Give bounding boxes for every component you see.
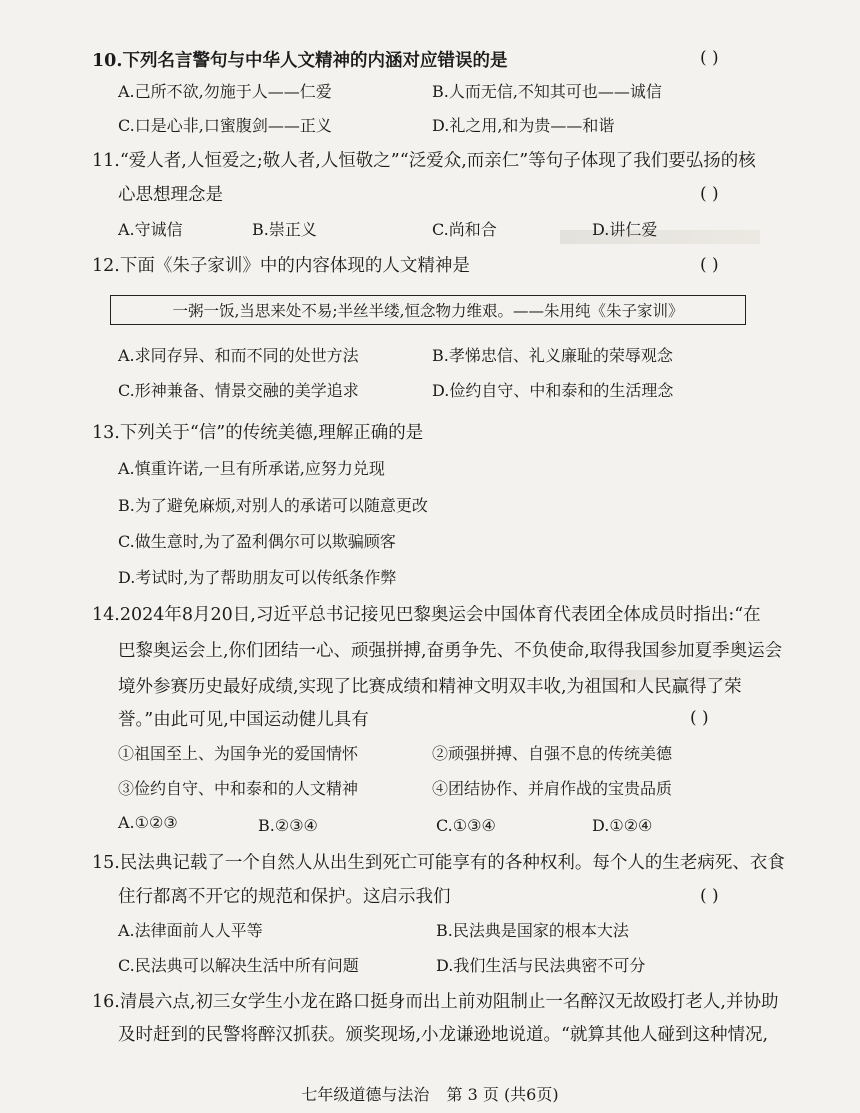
q13-option-b: B.为了避免麻烦,对别人的承诺可以随意更改 bbox=[118, 496, 428, 515]
q14-stem-line4: 誉。”由此可见,中国运动健儿具有 bbox=[118, 710, 369, 730]
q11-option-a: A.守诚信 bbox=[118, 220, 183, 239]
q11-option-b: B.崇正义 bbox=[252, 220, 317, 239]
q15-option-d: D.我们生活与民法典密不可分 bbox=[436, 956, 646, 975]
q15-option-c: C.民法典可以解决生活中所有问题 bbox=[118, 956, 359, 975]
footer-page-number: 第 3 页 (共6页) bbox=[446, 1085, 559, 1104]
q12-quote-box bbox=[110, 295, 746, 325]
q15-option-a: A.法律面前人人平等 bbox=[118, 921, 263, 940]
q11-stem-line1: 11.“爱人者,人恒爱之;敬人者,人恒敬之”“泛爱众,而亲仁”等句子体现了我们要弘扬的核 bbox=[92, 151, 756, 171]
q16-stem-line2: 及时赶到的民警将醉汉抓获。颁奖现场,小龙谦逊地说道。“就算其他人碰到这种情况, bbox=[118, 1025, 769, 1045]
q12-answer-paren: ( ) bbox=[700, 255, 719, 275]
q12-option-a: A.求同存异、和而不同的处世方法 bbox=[118, 346, 359, 365]
q13-stem: 13.下列关于“信”的传统美德,理解正确的是 bbox=[92, 423, 424, 443]
q14-option-b: B.②③④ bbox=[258, 816, 318, 835]
bleed-through-decoration bbox=[560, 230, 760, 244]
q10-option-d: D.礼之用,和为贵——和谐 bbox=[432, 116, 615, 135]
q14-item-1: ①祖国至上、为国争光的爱国情怀 bbox=[118, 744, 359, 763]
q10-answer-paren: ( ) bbox=[700, 48, 719, 68]
q14-stem-line1: 14.2024年8月20日,习近平总书记接见巴黎奥运会中国体育代表团全体成员时指出:“在 bbox=[92, 605, 761, 625]
q12-option-c: C.形神兼备、情景交融的美学追求 bbox=[118, 381, 359, 400]
footer-subject: 七年级道德与法治 bbox=[301, 1085, 430, 1104]
q15-stem-line1: 15.民法典记载了一个自然人从出生到死亡可能享有的各种权利。每个人的生老病死、衣食 bbox=[92, 853, 785, 873]
q14-item-3: ③俭约自守、中和泰和的人文精神 bbox=[118, 779, 359, 798]
q14-item-2: ②顽强拼搏、自强不息的传统美德 bbox=[432, 744, 673, 763]
q10-stem: 10.下列名言警句与中华人文精神的内涵对应错误的是 bbox=[92, 51, 508, 71]
q15-stem-line2: 住行都离不开它的规范和保护。这启示我们 bbox=[118, 887, 451, 907]
q16-stem-line1: 16.清晨六点,初三女学生小龙在路口挺身而出上前劝阻制止一名醉汉无故殴打老人,并协助 bbox=[92, 992, 779, 1012]
q10-option-a: A.己所不欲,勿施于人——仁爱 bbox=[118, 82, 332, 101]
q12-option-d: D.俭约自守、中和泰和的生活理念 bbox=[432, 381, 674, 400]
q13-option-d: D.考试时,为了帮助朋友可以传纸条作弊 bbox=[118, 568, 397, 587]
q11-option-d: D.讲仁爱 bbox=[592, 220, 658, 239]
q15-option-b: B.民法典是国家的根本大法 bbox=[436, 921, 629, 940]
q14-stem-line3: 境外参赛历史最好成绩,实现了比赛成绩和精神文明双丰收,为祖国和人民赢得了荣 bbox=[118, 677, 742, 697]
q12-stem: 12.下面《朱子家训》中的内容体现的人文精神是 bbox=[92, 256, 470, 276]
q14-stem-line2: 巴黎奥运会上,你们团结一心、顽强拼搏,奋勇争先、不负使命,取得我国参加夏季奥运会 bbox=[118, 641, 783, 661]
q12-quote-text: 一粥一饭,当思来处不易;半丝半缕,恒念物力维艰。——朱用纯《朱子家训》 bbox=[172, 302, 684, 320]
q13-option-a: A.慎重许诺,一旦有所承诺,应努力兑现 bbox=[118, 459, 385, 478]
q10-option-c: C.口是心非,口蜜腹剑——正义 bbox=[118, 116, 332, 135]
q12-option-b: B.孝悌忠信、礼义廉耻的荣辱观念 bbox=[432, 346, 673, 365]
q10-option-b: B.人而无信,不知其可也——诚信 bbox=[432, 82, 662, 101]
q15-answer-paren: ( ) bbox=[700, 886, 719, 906]
q14-option-c: C.①③④ bbox=[436, 816, 496, 835]
q11-option-c: C.尚和合 bbox=[432, 220, 497, 239]
q14-item-4: ④团结协作、并肩作战的宝贵品质 bbox=[432, 779, 673, 798]
q11-answer-paren: ( ) bbox=[700, 184, 719, 204]
q14-answer-paren: ( ) bbox=[690, 708, 709, 728]
page-footer bbox=[0, 1082, 860, 1105]
q13-option-c: C.做生意时,为了盈利偶尔可以欺骗顾客 bbox=[118, 532, 396, 551]
q14-option-a: A.①②③ bbox=[118, 813, 178, 832]
q11-stem-line2: 心思想理念是 bbox=[118, 185, 223, 205]
q14-option-d: D.①②④ bbox=[592, 816, 653, 835]
